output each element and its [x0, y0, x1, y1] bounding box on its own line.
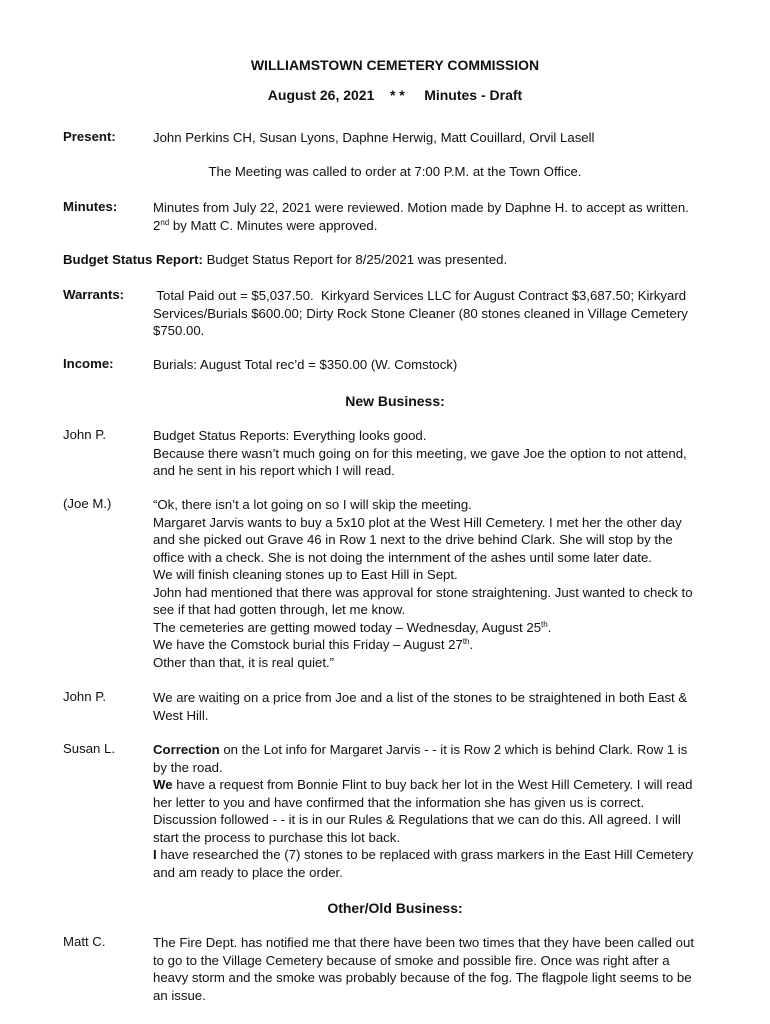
entry-line: Because there wasn’t much going on for this meeting, we gave Joe the option to not attend,	[153, 445, 687, 461]
entry-line: We will finish cleaning stones up to East Hill in Sept.	[153, 567, 458, 582]
entry-line: We are waiting on a price from Joe and a list of the stones to be straightened in both East &	[153, 690, 688, 705]
draft-status: Minutes - Draft	[424, 87, 523, 103]
entry-line: The cemeteries are getting mowed today – Wednesday, August 25th.	[153, 619, 552, 635]
income-label: Income:	[63, 356, 114, 371]
present-label: Present:	[63, 129, 116, 144]
entry-line: and she picked out Grave 46 in Row 1 next to the drive behind Clark. She will stop by the	[153, 532, 673, 547]
entry-line: Correction on the Lot info for Margaret Jarvis - - it is Row 2 which is behind Clark. Row 1 is	[153, 742, 688, 757]
document-title: WILLIAMSTOWN CEMETERY COMMISSION	[250, 57, 540, 73]
old-business-heading: Other/Old Business:	[327, 900, 463, 916]
call-to-order: The Meeting was called to order at 7:00 P.M. at the Town Office.	[208, 164, 582, 179]
budget-section	[63, 252, 733, 267]
entry-line: We have a request from Bonnie Flint to buy back her lot in the West Hill Cemetery. I will read	[153, 777, 693, 792]
entry-text	[153, 427, 729, 480]
entry-text	[153, 689, 729, 724]
warrants-line: Total Paid out = $5,037.50. Kirkyard Services LLC for August Contract $3,687.50; Kirkyard	[153, 288, 687, 303]
entry-line: We have the Comstock burial this Friday – August 27th.	[153, 637, 474, 652]
entry-line: Budget Status Reports: Everything looks good.	[153, 428, 427, 443]
entry-line: John had mentioned that there was approval for stone straightening. Just wanted to check to	[153, 584, 693, 600]
entry-line: Discussion followed - - it is in our Rules & Regulations that we can do this. All agreed. I will	[153, 812, 681, 827]
speaker-label: (Joe M.)	[63, 496, 112, 511]
entry-line: office with a check. She is not doing the internment of the ashes until some later date.	[153, 549, 652, 565]
entry-line: see if that had gotten through, let me know.	[153, 602, 406, 617]
meeting-date-line	[0, 87, 770, 103]
entry-line: West Hill.	[153, 707, 209, 723]
entry-line: I have researched the (7) stones to be replaced with grass markers in the East Hill Cemetery	[153, 847, 694, 862]
entry-line: an issue.	[153, 987, 206, 1003]
entry-line: her letter to you and have confirmed that the information she has given us is correct.	[153, 794, 645, 810]
minutes-text	[153, 199, 729, 234]
entry-text	[153, 934, 729, 1004]
speaker-label: John P.	[63, 689, 107, 704]
meeting-date: August 26, 2021	[267, 87, 375, 103]
warrants-line: $750.00.	[153, 323, 205, 338]
warrants-text	[153, 287, 729, 340]
entry-line: and am ready to place the order.	[153, 864, 343, 880]
date-stars: * *	[389, 87, 405, 103]
minutes-line: Minutes from July 22, 2021 were reviewed. Motion made by Daphne H. to accept as written.	[153, 200, 689, 215]
warrants-line: Services/Burials $600.00; Dirty Rock Stone Cleaner (80 stones cleaned in Village Cemetery	[153, 305, 688, 321]
warrants-label: Warrants:	[63, 287, 125, 302]
entry-line: Other than that, it is real quiet.”	[153, 654, 335, 670]
entry-line: start the process to purchase this lot back.	[153, 829, 401, 845]
new-business-heading: New Business:	[345, 393, 445, 409]
entry-line: to go to the Village Cemetery because of smoke and possible fire. Once was right after a	[153, 952, 670, 968]
entry-line: Margaret Jarvis wants to buy a 5x10 plot at the West Hill Cemetery. I met her the other day	[153, 514, 682, 530]
entry-text	[153, 741, 729, 881]
budget-label: Budget Status Report:	[63, 252, 203, 267]
income-text: Burials: August Total rec’d = $350.00 (W. Comstock)	[153, 357, 458, 372]
entry-line: by the road.	[153, 759, 223, 775]
present-text: John Perkins CH, Susan Lyons, Daphne Herwig, Matt Couillard, Orvil Lasell	[153, 130, 595, 145]
entry-line: and he sent in his report which I will read.	[153, 463, 395, 478]
speaker-label: John P.	[63, 427, 107, 442]
entry-line: The Fire Dept. has notified me that there have been two times that they have been called out	[153, 935, 695, 950]
entry-line: “Ok, there isn’t a lot going on so I will skip the meeting.	[153, 497, 472, 512]
entry-line: heavy storm and the smoke was probably because of the fog. The flagpole light seems to be	[153, 970, 692, 985]
minutes-label: Minutes:	[63, 199, 118, 214]
entry-text	[153, 496, 729, 671]
speaker-label: Matt C.	[63, 934, 106, 949]
speaker-label: Susan L.	[63, 741, 116, 756]
budget-text: Budget Status Report for 8/25/2021 was presented.	[202, 252, 508, 267]
minutes-line: 2nd by Matt C. Minutes were approved.	[153, 217, 378, 233]
